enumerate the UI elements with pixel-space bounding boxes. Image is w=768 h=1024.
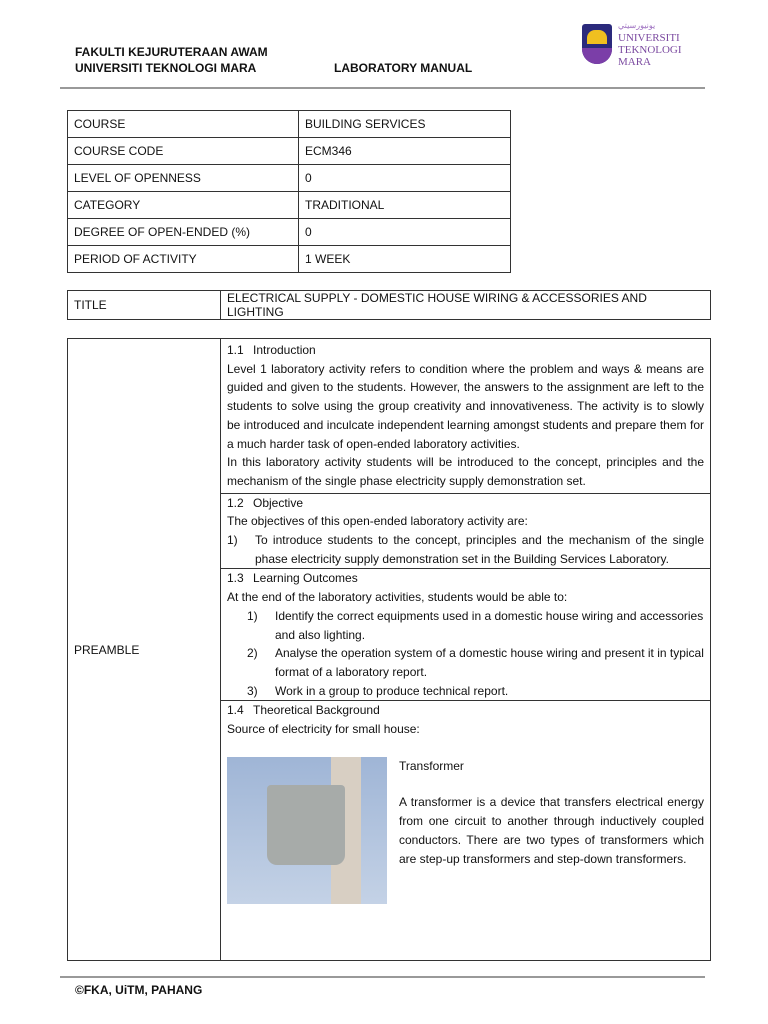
table-row: LEVEL OF OPENNESS 0 xyxy=(68,165,511,192)
section-theory: 1.4 Theoretical Background Source of electricity for small house: Transformer A transformer is a device that transfers electrical energy from one circuit to another through inductively coupled conductors. There are two types of transformers which are step-up transformers and step-down transformers. xyxy=(221,701,710,868)
footer-rule xyxy=(60,976,705,978)
table-row: DEGREE OF OPEN-ENDED (%) 0 xyxy=(68,219,511,246)
course-info-table xyxy=(67,110,511,273)
preamble-label: PREAMBLE xyxy=(68,339,221,961)
crest-icon xyxy=(582,24,612,64)
doc-type: LABORATORY MANUAL xyxy=(334,61,473,75)
table-row: PERIOD OF ACTIVITY 1 WEEK xyxy=(68,246,511,273)
faculty-name: FAKULTI KEJURUTERAAN AWAM xyxy=(75,45,268,59)
university-name: UNIVERSITI TEKNOLOGI MARA xyxy=(75,61,257,75)
section-objective: 1.2 Objective The objectives of this open-ended laboratory activity are: 1) To introduce students to the concept, principles and the mechanism of the single phase electricity supply demonstration set in the Building Services Laboratory. xyxy=(221,493,710,570)
transformer-image xyxy=(227,757,387,904)
table-row: COURSE BUILDING SERVICES xyxy=(68,111,511,138)
section-introduction: 1.1 Introduction Level 1 laboratory activity refers to condition where the problem and ways & means are guided and given to the students. However, the answers to the assignment are left to the students to solve using the group creativity and innovativeness. The activity is to slowly be introduced and inculcate independent learning amongst students and prepare them for a much harder task of open-ended laboratory activities. In this laboratory activity students will be introduced to the concept, principles and the mechanism of the single phase electricity supply demonstration set. xyxy=(227,343,704,488)
title-table: TITLE ELECTRICAL SUPPLY - DOMESTIC HOUSE WIRING & ACCESSORIES AND LIGHTING xyxy=(67,290,711,320)
preamble-table xyxy=(67,338,711,961)
section-learning-outcomes: 1.3 Learning Outcomes At the end of the laboratory activities, students would be able to: 1) Identify the correct equipments used in a domestic house wiring and accessories and also lighting. 2) Analyse the operation system of a domestic house wiring and present it in typical format of a laboratory report. 3) Work in a group to produce technical report. xyxy=(221,569,710,701)
uitm-logo: ﯾﻮﻧﯿﻮﺭﺳﯿﺘﻲ UNIVERSITI TEKNOLOGI MARA xyxy=(582,16,732,72)
header-rule xyxy=(60,87,705,89)
table-row: CATEGORY TRADITIONAL xyxy=(68,192,511,219)
footer: ©FKA, UiTM, PAHANG xyxy=(75,983,203,997)
table-row: COURSE CODE ECM346 xyxy=(68,138,511,165)
